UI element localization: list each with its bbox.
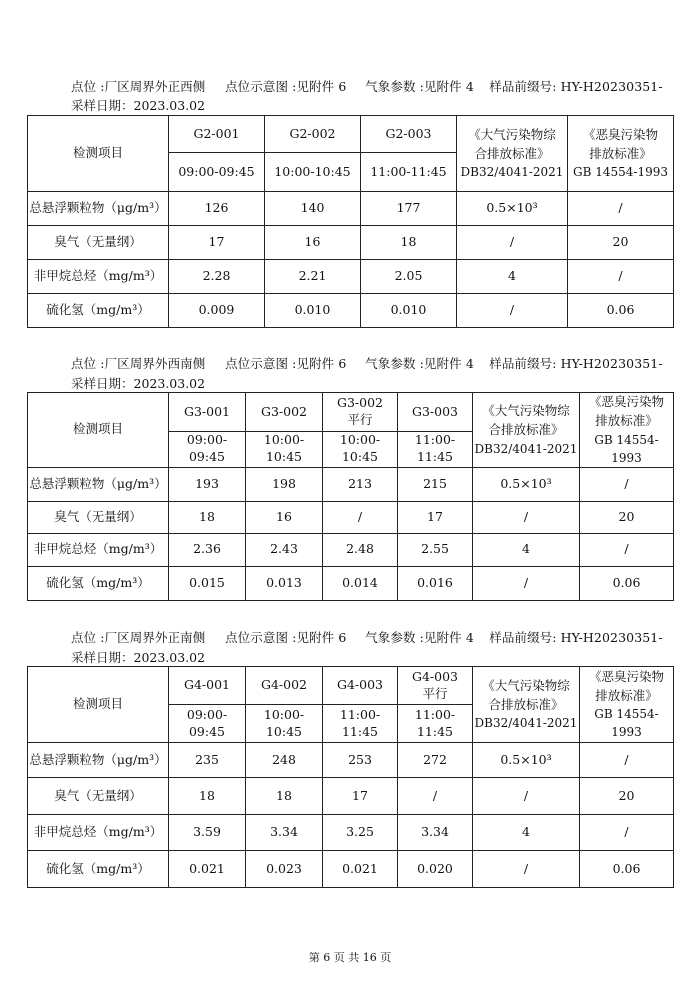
parallel-label: 平行 [422,685,448,701]
value-cell: 17 [323,778,398,815]
standard-1-value: / [473,566,580,600]
value-cell: 16 [265,226,361,260]
item-name: 非甲烷总烃（mg/m³） [28,815,169,851]
standard-2-line2: 排放标准》 [595,412,658,428]
value-cell: 18 [169,501,246,533]
standard-1-line2: 合排放标准》 [488,421,564,437]
sampling-date: 采样日期：2023.03.02 [71,376,206,391]
standard-1-line1: 《大气污染物综 [482,677,570,693]
value-cell: 3.34 [246,815,323,851]
standard-1-value: / [473,778,580,815]
value-cell: / [398,778,473,815]
sample-id: G2-002 [265,116,361,153]
value-cell: 2.28 [169,260,265,294]
value-cell: 3.25 [323,815,398,851]
sample-time: 11:00-11:45 [323,705,398,743]
value-cell: 177 [361,192,457,226]
standard-1-value: 4 [473,533,580,566]
sample-id-parallel [323,393,398,432]
sample-id: G2-003 [361,116,457,153]
sample-time: 09:00-09:45 [169,431,246,467]
item-header: 检测项目 [28,393,169,468]
sample-id: G3-001 [169,393,246,432]
parallel-label: 平行 [347,411,373,427]
standard-1-code: DB32/4041-2021 [460,165,564,180]
table-row [28,260,674,294]
sample-no-label: 样品前缀号: HY-H20230351- [489,630,663,645]
sample-id: G2-001 [169,116,265,153]
item-name: 硫化氢（mg/m³） [28,294,169,328]
standard-2-line1: 《恶臭污染物 [588,394,664,409]
sample-time: 09:00-09:45 [169,153,265,192]
item-name: 臭气（无量纲） [28,501,169,533]
value-cell: 2.55 [398,533,473,566]
value-cell: / [323,501,398,533]
value-cell: 2.21 [265,260,361,294]
standard-2-value: 0.06 [568,294,674,328]
standard-2-value: 20 [580,501,674,533]
standard-2-value: 20 [568,226,674,260]
item-name: 总悬浮颗粒物（μg/m³） [28,467,169,501]
standard-2-code: GB 14554-1993 [594,432,659,465]
standard-1-line1: 《大气污染物综 [468,126,556,142]
value-cell: 0.016 [398,566,473,600]
sample-time: 11:00-11:45 [398,431,473,467]
standard-1-value: 4 [473,815,580,851]
value-cell: 2.36 [169,533,246,566]
standard-2-value: 20 [580,778,674,815]
item-name: 总悬浮颗粒物（μg/m³） [28,192,169,226]
standard-1-line2: 合排放标准》 [474,145,550,161]
value-cell: 0.021 [323,851,398,888]
sample-id: G3-003 [398,393,473,432]
standard-1-value: 0.5×10³ [473,743,580,778]
standard-1-value: 0.5×10³ [473,467,580,501]
sample-id: G4-002 [246,667,323,705]
value-cell: 0.023 [246,851,323,888]
standard-2-value: / [568,192,674,226]
value-cell: 3.34 [398,815,473,851]
sample-time: 11:00-11:45 [398,705,473,743]
value-cell: 2.43 [246,533,323,566]
info-line [71,628,663,646]
value-cell: 253 [323,743,398,778]
standard-2-header [580,667,674,743]
value-cell: 0.010 [265,294,361,328]
standard-2-line1: 《恶臭污染物 [588,668,664,684]
standard-1-header [473,667,580,743]
standard-1-value: / [473,501,580,533]
standard-1-value: / [457,294,568,328]
item-name: 硫化氢（mg/m³） [28,566,169,600]
value-cell: 0.010 [361,294,457,328]
value-cell: 0.009 [169,294,265,328]
table-row [28,778,674,815]
sample-time: 11:00-11:45 [361,153,457,192]
standard-2-code: GB 14554-1993 [573,165,668,180]
value-cell: 18 [246,778,323,815]
standard-2-value: 0.06 [580,851,674,888]
value-cell: 248 [246,743,323,778]
item-name: 臭气（无量纲） [28,226,169,260]
item-name: 臭气（无量纲） [28,778,169,815]
standard-2-header [568,116,674,192]
location-label: 点位 :厂区周界外正西侧 [71,79,206,94]
item-header: 检测项目 [28,116,169,192]
table-row [28,192,674,226]
sample-time: 10:00-10:45 [246,431,323,467]
sample-time: 09:00-09:45 [169,705,246,743]
value-cell: 215 [398,467,473,501]
weather-label: 气象参数 :见附件 4 [365,356,474,371]
item-name: 非甲烷总烃（mg/m³） [28,533,169,566]
value-cell: 18 [169,778,246,815]
sample-id: G3-002 [336,395,384,411]
standard-2-line1: 《恶臭污染物 [582,126,658,142]
sample-time: 10:00-10:45 [246,705,323,743]
value-cell: 0.014 [323,566,398,600]
standard-1-header [457,116,568,192]
table-row [28,294,674,328]
sample-id-parallel [398,667,473,705]
value-cell: 213 [323,467,398,501]
table-row [28,501,674,533]
value-cell: 17 [398,501,473,533]
standard-1-value: / [473,851,580,888]
standard-1-line1: 《大气污染物综 [482,403,570,418]
standard-2-value: / [580,743,674,778]
sample-no-label: 样品前缀号: HY-H20230351- [489,79,663,94]
results-table [27,666,674,888]
standard-2-value: / [580,467,674,501]
value-cell: 126 [169,192,265,226]
value-cell: 2.48 [323,533,398,566]
item-name: 硫化氢（mg/m³） [28,851,169,888]
value-cell: 18 [361,226,457,260]
sampling-date: 采样日期：2023.03.02 [71,650,206,665]
sample-time: 10:00-10:45 [265,153,361,192]
info-line [71,354,663,372]
standard-2-code: GB 14554-1993 [594,707,659,740]
item-name: 总悬浮颗粒物（μg/m³） [28,743,169,778]
sample-id: G4-001 [169,667,246,705]
value-cell: 0.013 [246,566,323,600]
location-label: 点位 :厂区周界外正南侧 [71,630,206,645]
weather-label: 气象参数 :见附件 4 [365,630,474,645]
value-cell: 0.015 [169,566,246,600]
diagram-label: 点位示意图 :见附件 6 [225,356,347,371]
sample-no-label: 样品前缀号: HY-H20230351- [489,356,663,371]
table-row [28,226,674,260]
value-cell: 17 [169,226,265,260]
standard-2-line2: 排放标准》 [595,687,658,703]
location-label: 点位 :厂区周界外西南侧 [71,356,206,371]
value-cell: 0.021 [169,851,246,888]
table-row [28,815,674,851]
sampling-date: 采样日期：2023.03.02 [71,98,206,113]
standard-2-value: / [580,815,674,851]
value-cell: 272 [398,743,473,778]
value-cell: 193 [169,467,246,501]
standard-1-value: / [457,226,568,260]
value-cell: 2.05 [361,260,457,294]
item-name: 非甲烷总烃（mg/m³） [28,260,169,294]
table-row [28,743,674,778]
value-cell: 3.59 [169,815,246,851]
standard-1-header [473,393,580,468]
standard-1-value: 4 [457,260,568,294]
item-header: 检测项目 [28,667,169,743]
value-cell: 140 [265,192,361,226]
diagram-label: 点位示意图 :见附件 6 [225,630,347,645]
standard-1-value: 0.5×10³ [457,192,568,226]
standard-2-header [580,393,674,468]
results-table [27,392,674,601]
value-cell: 16 [246,501,323,533]
results-table [27,115,674,328]
table-row [28,851,674,888]
standard-1-code: DB32/4041-2021 [474,716,578,731]
sample-id: G4-003 [411,668,459,684]
standard-1-code: DB32/4041-2021 [474,441,578,456]
sample-id: G4-003 [323,667,398,705]
diagram-label: 点位示意图 :见附件 6 [225,79,347,94]
table-row [28,566,674,600]
standard-1-line2: 合排放标准》 [488,696,564,712]
page-footer: 第 6 页 共 16 页 [308,951,392,964]
sample-time: 10:00-10:45 [323,431,398,467]
value-cell: 235 [169,743,246,778]
standard-2-line2: 排放标准》 [589,145,652,161]
standard-2-value: / [568,260,674,294]
value-cell: 0.020 [398,851,473,888]
table-row [28,533,674,566]
sample-id: G3-002 [246,393,323,432]
info-line [71,77,663,95]
value-cell: 198 [246,467,323,501]
weather-label: 气象参数 :见附件 4 [365,79,474,94]
table-row [28,467,674,501]
standard-2-value: / [580,533,674,566]
standard-2-value: 0.06 [580,566,674,600]
